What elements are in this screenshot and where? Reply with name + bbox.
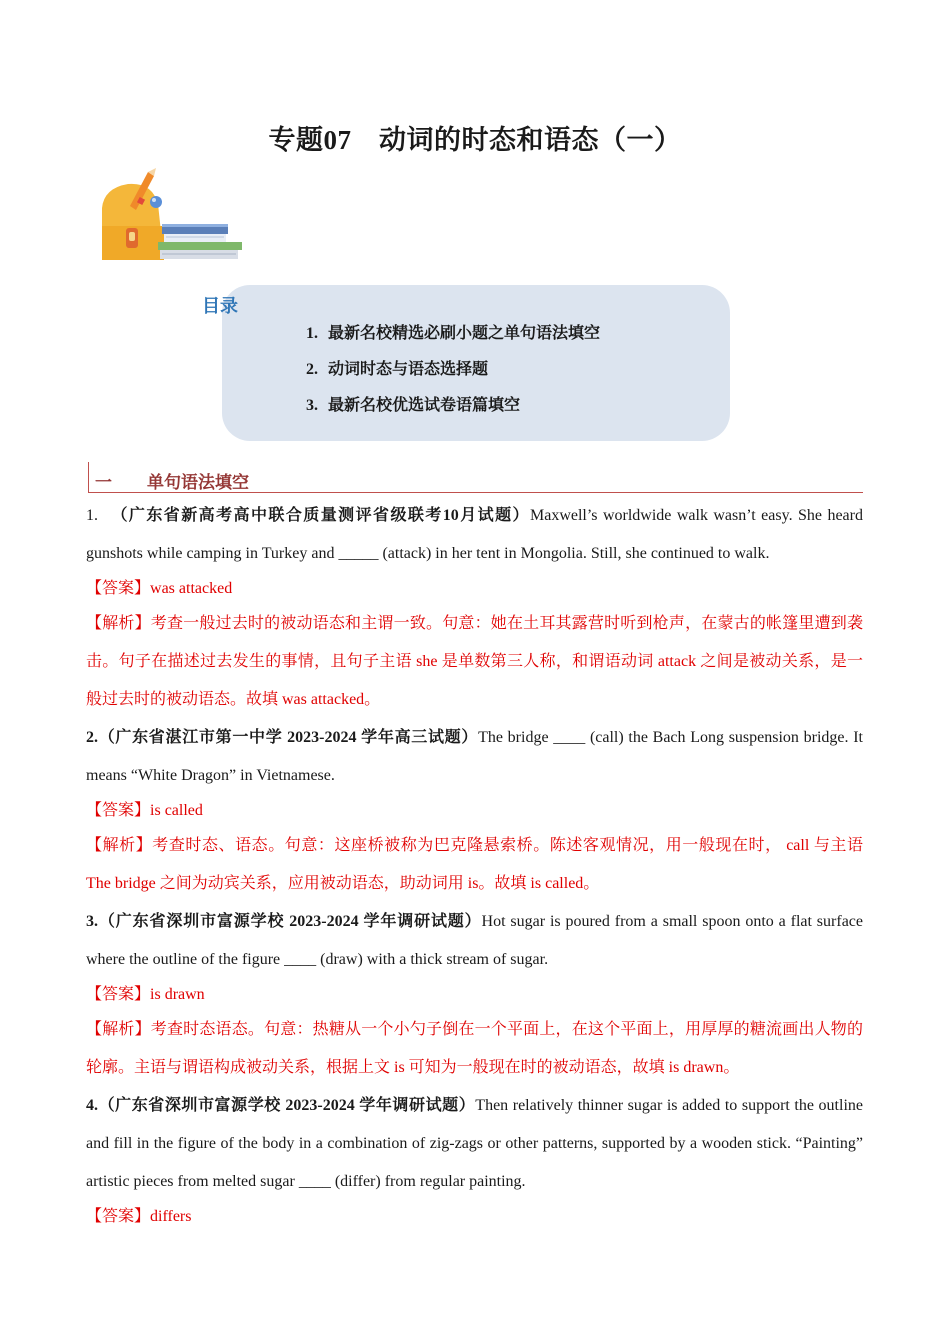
answer-text: is drawn [150,986,205,1003]
analysis-text: 考查时态语态。句意：热糖从一个小勺子倒在一个平面上，在这个平面上，用厚厚的糖流画出人物的轮廓。主语与谓语构成被动关系，根据上文 is 可知为一般现在时的被动语态，故填 is drawn。 [86,1021,863,1076]
toc-item-number: 3. [306,397,318,414]
answer-label: 【答案】 [86,986,151,1003]
question-source: （广东省深圳市富源学校 2023-2024 学年调研试题） [98,1097,476,1114]
answer-text: differs [150,1208,192,1225]
question-number: 1. [86,507,98,524]
school-supplies-illustration [100,166,246,264]
toc-item-text: 最新名校精选必刷小题之单句语法填空 [328,325,601,342]
analysis [86,605,863,719]
question-number: 3. [86,913,98,930]
question-text: Hot sugar is poured from a small spoon onto a flat surface where the outline of the figure ____ (draw) with a thick stream of sugar. [86,913,863,968]
answer [86,979,863,1011]
toc-item[interactable] [306,392,520,415]
question-source: （广东省湛江市第一中学 2023-2024 学年高三试题） [98,729,479,746]
question-number: 2. [86,729,98,746]
question [86,719,863,795]
analysis [86,1011,863,1087]
question-number: 4. [86,1097,98,1114]
page-title: 专题07 动词的时态和语态（一） [268,125,682,155]
analysis-label: 【解析】 [86,837,153,854]
answer-text: was attacked [150,580,233,597]
toc-item-text: 最新名校优选试卷语篇填空 [328,397,521,414]
toc-item-text: 动词时态与语态选择题 [328,361,489,378]
analysis [86,827,863,903]
toc-item[interactable] [306,356,488,379]
toc-item-number: 2. [306,361,318,378]
questions-content [86,497,863,1233]
toc-label: 目录 [202,296,238,316]
answer-label: 【答案】 [86,802,151,819]
analysis-label: 【解析】 [86,615,151,632]
answer [86,795,863,827]
question [86,1087,863,1201]
analysis-label: 【解析】 [86,1021,151,1038]
toc-item-number: 1. [306,325,318,342]
answer-label: 【答案】 [86,580,151,597]
analysis-text: 考查一般过去时的被动语态和主谓一致。句意：她在土耳其露营时听到枪声，在蒙古的帐篷里遭到袭击。句子在描述过去发生的事情，且句子主语 she 是单数第三人称，和谓语动词 attack 之间是被动关系，是一般过去时的被动语态。故填 was attacked。 [86,615,863,708]
question-text: Then relatively thinner sugar is added to support the outline and fill in the figure of the body in a combination of zig-zags or other patterns, supported by a wooden stick. “Painting” artistic pieces from melted sugar ____ (differ) from regular painting. [86,1097,863,1190]
question-source: （广东省深圳市富源学校 2023-2024 学年调研试题） [98,913,482,930]
answer-label: 【答案】 [86,1208,151,1225]
toc-item[interactable] [306,320,600,343]
analysis-text: 考查时态、语态。句意：这座桥被称为巴克隆悬索桥。陈述客观情况，用一般现在时， call 与主语 The bridge 之间为动宾关系，应用被动语态，助动词用 is。故填 is called。 [86,837,863,892]
answer-text: is called [150,802,203,819]
question [86,497,863,573]
question [86,903,863,979]
question-text: Maxwell’s worldwide walk wasn’t easy. She heard gunshots while camping in Turkey and _____ (attack) in her tent in Mongolia. Still, she continued to walk. [86,507,863,562]
section-heading [88,462,863,493]
question-text: The bridge ____ (call) the Bach Long suspension bridge. It means “White Dragon” in Vietnamese. [86,729,863,784]
section-number: 一 [95,473,112,492]
section-title: 单句语法填空 [147,473,249,492]
answer [86,573,863,605]
answer [86,1201,863,1233]
question-source: （广东省新高考高中联合质量测评省级联考10月试题） [110,507,530,524]
